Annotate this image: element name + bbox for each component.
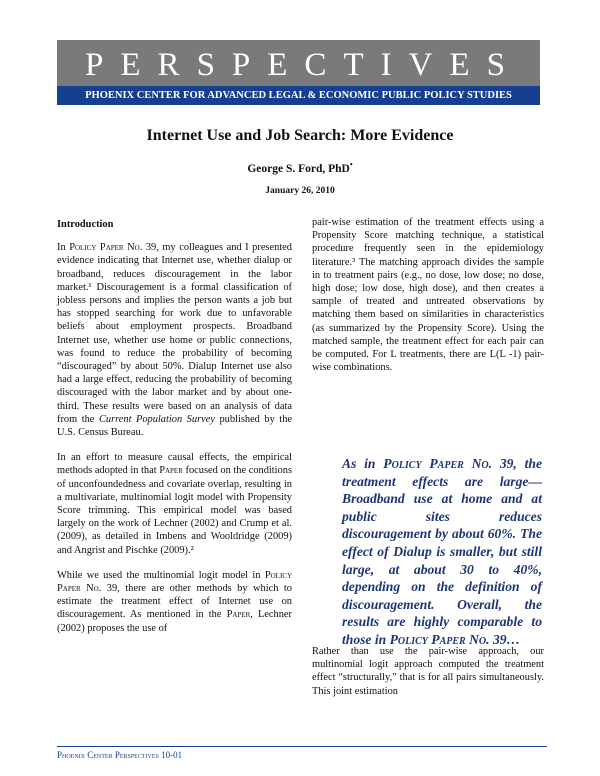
paragraph-2 xyxy=(57,451,292,557)
text-run: 39, there are other methods by which to estimate the treatment effect of Internet use on discouragement. As mentioned in the xyxy=(57,583,292,621)
masthead-title: PERSPECTIVES xyxy=(85,47,522,83)
text-run: While we used the multinomial logit model in xyxy=(57,569,265,581)
text-run-smallcaps: Policy Paper No. xyxy=(383,456,493,471)
text-run: In xyxy=(57,242,70,254)
text-run-smallcaps: Policy Paper No. xyxy=(69,242,143,254)
text-run-smallcaps: Paper xyxy=(159,465,183,477)
paper-author xyxy=(0,160,600,175)
text-run: focused on the conditions of unconfoundedness and covariate overlap, resulting in a multivariate, multinomial logit model with Propensity Score trimming. This empirical model was based largely on the work of Lechner (2002) and Crump et al. (2009), as detailed in Imbens and Wooldridge (2009) and Angrist and Pischke (2009).² xyxy=(57,465,292,556)
author-name: George S. Ford, PhD xyxy=(247,162,350,175)
paragraph-4: pair-wise estimation of the treatment effects using a Propensity Score matching technique, a statistical procedure frequently seen in the epidemiology literature.³ The matching approach divides the sample in to treatment pairs (e.g., no dose, low dose; no dose, high dose; low dose, high dose), and then creates a sample of treated and untreated observations by matching them based on similarities in characteristics (as summarized by the Propensity Score). Using the matched sample, the treatment effect for each pair can be computed. For L treatments, there are L(L -1) pair-wise combinations. xyxy=(312,217,544,374)
text-run: 39, my colleagues and I presented evidence indicating that Internet use, whether dialup or broadband, reduces discouragement in the labor market.¹ Discouragement is a formal classification of jobless persons and implies the person wants a job but has stopped searching for work due to unfavorable beliefs about employment prospects. Broadband Internet use, whether use home or public connections, was found to reduce the probability of becoming “discouraged” by about 50%. Dialup Internet use also had a large effect, reducing the probability of becoming discouraged with the labor market and by about one-third. These results were based on an analysis of data from the xyxy=(57,242,292,425)
text-run-smallcaps: Policy Paper No. xyxy=(57,569,292,595)
masthead-subtitle: PHOENIX CENTER FOR ADVANCED LEGAL & ECONOMIC PUBLIC POLICY STUDIES xyxy=(57,86,540,105)
section-heading: Introduction xyxy=(57,219,114,230)
footer-text: Phoenix Center Perspectives 10-01 xyxy=(57,750,183,760)
paper-date: January 26, 2010 xyxy=(265,186,335,196)
text-run-italic: Current Population Survey xyxy=(98,413,215,425)
right-column-top xyxy=(312,216,544,386)
left-column xyxy=(57,218,292,647)
text-run: 39, the treatment effects are large—Broadband use at home and at public sites reduces discouragement by about 60%. The effect of Dialup is smaller, but still large, at about 30 to 40%, depending on the definition of discouragement. Overall, the results are highly comparable to those in xyxy=(342,456,542,647)
text-run: published by the U.S. Census Bureau. xyxy=(57,413,292,439)
paper-title: Internet Use and Job Search: More Evidence xyxy=(146,127,454,144)
text-run: 39… xyxy=(489,631,521,647)
text-run: As in xyxy=(342,456,384,471)
right-column-bottom xyxy=(312,645,544,710)
paragraph-3 xyxy=(57,569,292,635)
footer-divider xyxy=(57,746,547,747)
text-run-smallcaps: Paper xyxy=(226,609,251,621)
pull-quote xyxy=(342,455,542,649)
paragraph-1 xyxy=(57,241,292,439)
paragraph-5: Rather than use the pair-wise approach, our multinomial logit approach computed the treatment effect “structurally,” that is for all pairs simultaneously. This joint estimation xyxy=(312,646,544,697)
text-run: In an effort to measure causal effects, the empirical methods adopted in that xyxy=(57,452,292,477)
text-run-smallcaps: Policy Paper No. xyxy=(389,631,490,647)
author-footnote-mark: • xyxy=(349,160,353,169)
text-run: , Lechner (2002) proposes the use of xyxy=(57,609,292,634)
